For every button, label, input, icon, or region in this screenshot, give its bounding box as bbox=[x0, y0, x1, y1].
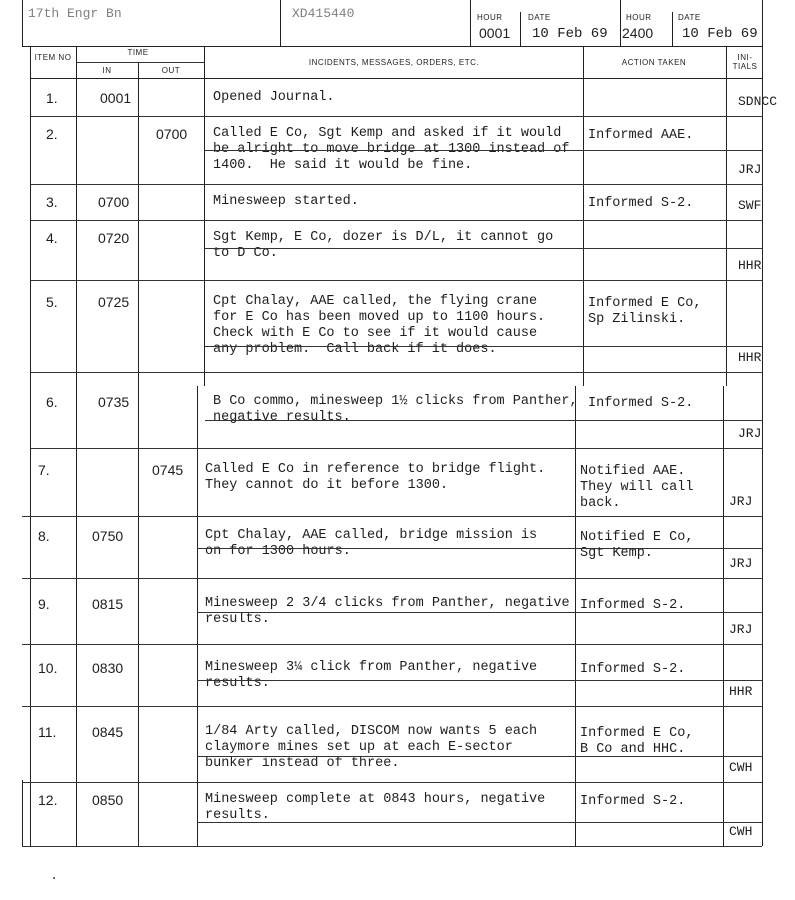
from-hour: 0001 bbox=[479, 25, 511, 41]
col-time-out: OUT bbox=[161, 66, 181, 75]
incident-text-line: be alright to move bridge at 1300 instead of bbox=[213, 142, 570, 157]
col-action-taken: ACTION TAKEN bbox=[621, 58, 687, 67]
action-taken-line: Informed S-2. bbox=[580, 794, 686, 809]
incident-text-line: Check with E Co to see if it would cause bbox=[213, 326, 538, 341]
to-hour: 2400 bbox=[622, 25, 654, 41]
journal-header bbox=[22, 0, 762, 47]
item-number: 11. bbox=[38, 724, 57, 740]
item-number: 4. bbox=[46, 230, 58, 246]
incident-text-line: negative results. bbox=[213, 410, 351, 425]
incident-text-line: Minesweep complete at 0843 hours, negative bbox=[205, 792, 546, 807]
time-in: 0830 bbox=[92, 660, 124, 676]
time-in: 0725 bbox=[98, 294, 130, 310]
time-in: 0001 bbox=[100, 90, 132, 106]
incident-text-line: 1/84 Arty called, DISCOM now wants 5 each bbox=[205, 724, 538, 739]
item-number: 9. bbox=[38, 596, 50, 612]
from-date: 10 Feb 69 bbox=[532, 26, 608, 42]
incident-text-line: Cpt Chalay, AAE called, bridge mission is bbox=[205, 528, 538, 543]
action-taken-line: Informed E Co, bbox=[580, 726, 694, 741]
incident-text-line: Sgt Kemp, E Co, dozer is D/L, it cannot go bbox=[213, 230, 554, 245]
item-number: 3. bbox=[46, 194, 58, 210]
incident-text-line: bunker instead of three. bbox=[205, 756, 400, 771]
reference-number: XD415440 bbox=[292, 6, 355, 21]
initials: CWH bbox=[729, 760, 753, 775]
incident-text-line: results. bbox=[205, 612, 270, 627]
initials: JRJ bbox=[738, 162, 762, 177]
action-taken-line: Informed S-2. bbox=[580, 662, 686, 677]
col-item-no: ITEM NO bbox=[34, 53, 72, 62]
incident-text-line: Minesweep started. bbox=[213, 194, 359, 209]
item-number: 10. bbox=[38, 660, 58, 676]
item-number: 5. bbox=[46, 294, 58, 310]
to-date: 10 Feb 69 bbox=[682, 26, 758, 42]
incident-text-line: Cpt Chalay, AAE called, the flying crane bbox=[213, 294, 538, 309]
initials: SDNCC bbox=[738, 94, 778, 109]
initials: JRJ bbox=[738, 426, 762, 441]
action-taken-line: Informed S-2. bbox=[580, 598, 686, 613]
action-taken-line: Notified AAE. bbox=[580, 464, 686, 479]
action-taken-line: They will call bbox=[580, 480, 694, 495]
action-taken-line: Informed AAE. bbox=[588, 128, 694, 143]
incident-text-line: results. bbox=[205, 676, 270, 691]
to-hour-caption: HOUR bbox=[626, 13, 652, 22]
incident-text-line: Minesweep 3¼ click from Panther, negative bbox=[205, 660, 538, 675]
action-taken-line: Informed S-2. bbox=[588, 396, 694, 411]
action-taken-line: Sp Zilinski. bbox=[588, 312, 686, 327]
incident-text-line: 1400. He said it would be fine. bbox=[213, 158, 473, 173]
initials: JRJ bbox=[729, 556, 753, 571]
action-taken-line: B Co and HHC. bbox=[580, 742, 686, 757]
incident-text-line: They cannot do it before 1300. bbox=[205, 478, 449, 493]
time-in: 0815 bbox=[92, 596, 124, 612]
col-time: TIME bbox=[127, 48, 149, 57]
item-number: 6. bbox=[46, 394, 58, 410]
initials: JRJ bbox=[729, 494, 753, 509]
item-number: 1. bbox=[46, 90, 58, 106]
incident-text-line: Opened Journal. bbox=[213, 90, 335, 105]
initials: HHR bbox=[729, 684, 753, 699]
col-incidents: INCIDENTS, MESSAGES, ORDERS, ETC. bbox=[308, 58, 480, 67]
incident-text-line: on for 1300 hours. bbox=[205, 544, 351, 559]
initials: SWF bbox=[738, 198, 762, 213]
time-in: 0735 bbox=[98, 394, 130, 410]
item-number: 12. bbox=[38, 792, 58, 808]
item-number: 8. bbox=[38, 528, 50, 544]
incident-text-line: Called E Co in reference to bridge flight. bbox=[205, 462, 546, 477]
incident-text-line: results. bbox=[205, 808, 270, 823]
from-hour-caption: HOUR bbox=[477, 13, 503, 22]
initials: HHR bbox=[738, 258, 762, 273]
incident-text-line: Called E Co, Sgt Kemp and asked if it would bbox=[213, 126, 562, 141]
initials: JRJ bbox=[729, 622, 753, 637]
col-initials: INI-TIALS bbox=[732, 53, 758, 71]
incident-text-line: B Co commo, minesweep 1½ clicks from Panther, bbox=[213, 394, 578, 409]
action-taken-line: Sgt Kemp. bbox=[580, 546, 653, 561]
action-taken-line: Informed S-2. bbox=[588, 196, 694, 211]
item-number: 2. bbox=[46, 126, 58, 142]
incident-text-line: any problem. Call back if it does. bbox=[213, 342, 497, 357]
action-taken-line: Notified E Co, bbox=[580, 530, 694, 545]
time-in: 0750 bbox=[92, 528, 124, 544]
incident-text-line: Minesweep 2 3/4 clicks from Panther, negative bbox=[205, 596, 570, 611]
initials: CWH bbox=[729, 824, 753, 839]
unit-name: 17th Engr Bn bbox=[28, 6, 122, 21]
to-date-caption: DATE bbox=[678, 13, 701, 22]
col-time-in: IN bbox=[102, 66, 112, 75]
time-in: 0700 bbox=[98, 194, 130, 210]
time-out: 0700 bbox=[156, 126, 188, 142]
action-taken-line: Informed E Co, bbox=[588, 296, 702, 311]
time-out: 0745 bbox=[152, 462, 184, 478]
time-in: 0850 bbox=[92, 792, 124, 808]
item-number: 7. bbox=[38, 462, 50, 478]
action-taken-line: back. bbox=[580, 496, 621, 511]
time-in: 0845 bbox=[92, 724, 124, 740]
incident-text-line: to D Co. bbox=[213, 246, 278, 261]
incident-text-line: for E Co has been moved up to 1100 hours. bbox=[213, 310, 546, 325]
incident-text-line: claymore mines set up at each E-sector bbox=[205, 740, 513, 755]
time-in: 0720 bbox=[98, 230, 130, 246]
initials: HHR bbox=[738, 350, 762, 365]
from-date-caption: DATE bbox=[528, 13, 551, 22]
